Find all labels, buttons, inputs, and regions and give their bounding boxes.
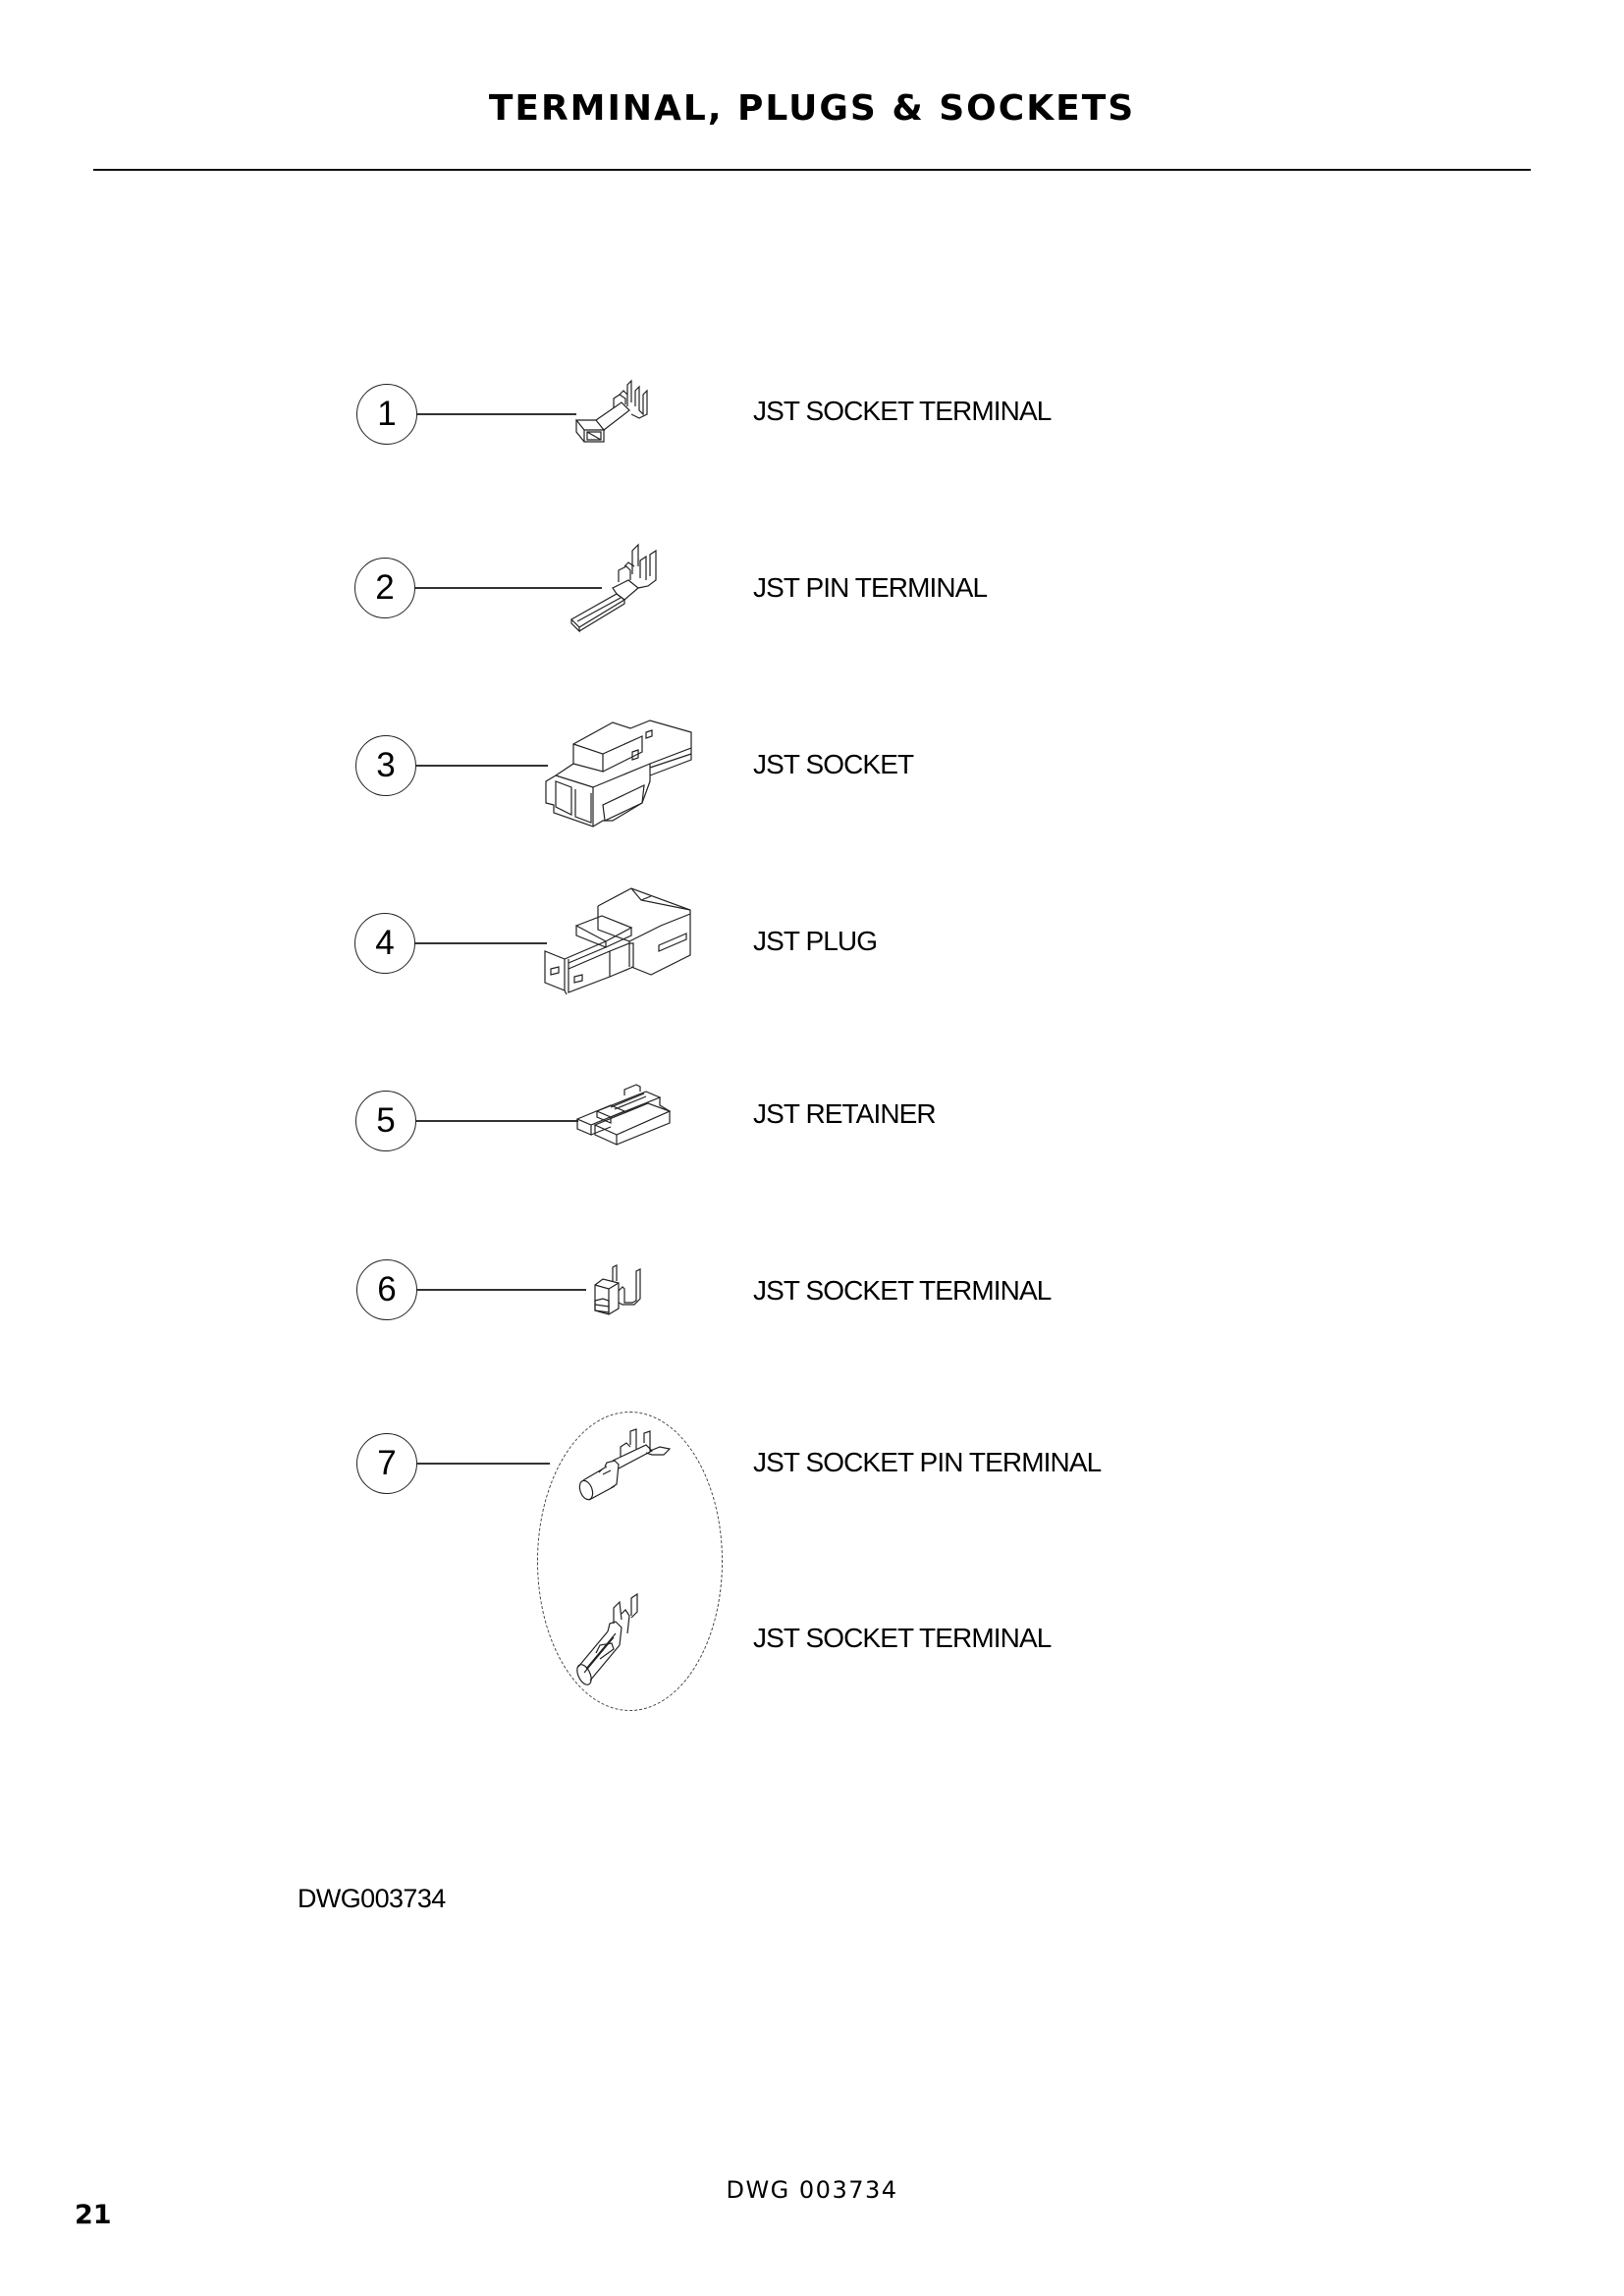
leader-line-4 [415,942,547,944]
socket-terminal-icon [574,381,663,445]
leader-line-6 [417,1289,586,1291]
callout-2: 2 [354,558,415,618]
retainer-icon [575,1084,674,1148]
callout-3: 3 [355,735,416,796]
socket-terminal-small-icon [593,1265,648,1316]
leader-line-1 [417,413,576,415]
header-divider [93,169,1531,171]
callout-6: 6 [356,1259,417,1320]
pin-terminal-icon [569,545,682,633]
item-label-7: JST SOCKET PIN TERMINAL [753,1447,1102,1477]
round-socket-terminal-icon [574,1594,653,1687]
item-label-2: JST PIN TERMINAL [753,572,988,603]
item-label-6: JST SOCKET TERMINAL [753,1275,1052,1306]
item-label-7-alt: JST SOCKET TERMINAL [753,1623,1052,1653]
leader-line-3 [416,765,548,767]
leader-line-7 [417,1463,550,1465]
callout-5: 5 [355,1091,416,1151]
callout-4: 4 [354,913,415,974]
drawing-id: DWG003734 [298,1884,446,1913]
item-label-3: JST SOCKET [753,749,914,779]
item-label-5: JST RETAINER [753,1098,936,1129]
footer-drawing-number: DWG 003734 [726,2176,898,2204]
page-number: 21 [75,2200,112,2230]
leader-line-5 [416,1120,578,1122]
socket-housing-icon [544,724,696,827]
callout-1: 1 [356,384,417,445]
item-label-1: JST SOCKET TERMINAL [753,396,1052,426]
item-label-4: JST PLUG [753,926,878,956]
page-title: TERMINAL, PLUGS & SOCKETS [488,88,1136,129]
callout-7: 7 [356,1433,417,1494]
socket-pin-terminal-icon [577,1431,676,1505]
plug-housing-icon [543,886,696,994]
